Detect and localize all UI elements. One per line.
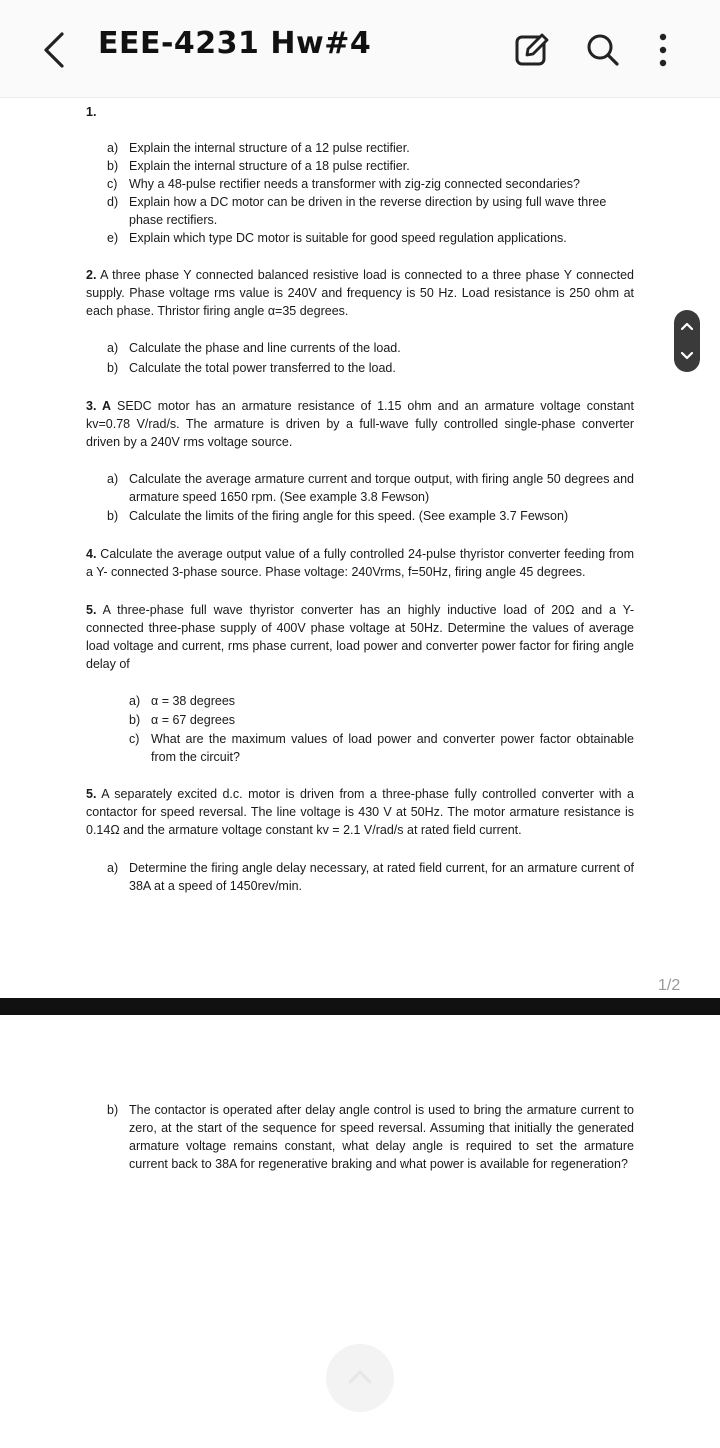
question-text: Calculate the average output value of a fully controlled 24-pulse thyristor converter feeding from a Y- connected 3-phase source. Phase voltage: 240Vrms, f=50Hz, firing angle 45 degrees. — [86, 547, 634, 579]
edit-icon — [512, 30, 552, 70]
question-number: 5. — [86, 603, 97, 617]
back-button[interactable] — [36, 28, 76, 72]
q1-item-a — [107, 139, 634, 157]
question-number: 4. — [86, 547, 97, 561]
q2-item-b — [107, 359, 634, 377]
page-nav-pill — [674, 310, 700, 372]
q6-item-b — [107, 1101, 634, 1173]
document-page — [0, 97, 720, 1448]
item-text: Explain how a DC motor can be driven in the reverse direction by using full wave three phase rectifiers. — [129, 195, 607, 227]
item-text: Why a 48-pulse rectifier needs a transformer with zig-zig connected secondaries? — [129, 177, 580, 191]
item-label: c) — [129, 732, 140, 746]
question-text: A three phase Y connected balanced resistive load is connected to a three phase Y connected supply. Phase voltage rms value is 240V and frequency is 50 Hz. Load resistance is 250 ohm at each phase. Thristor firing angle α=35 degrees. — [86, 268, 634, 318]
q3-item-b — [107, 507, 634, 525]
item-label: b) — [107, 159, 119, 173]
q5-item-a — [129, 692, 634, 710]
question-number: 5. — [86, 787, 97, 801]
q1-item-b — [107, 157, 634, 175]
item-label: b) — [129, 713, 141, 727]
item-label: d) — [107, 195, 119, 209]
q5-item-c — [129, 730, 634, 766]
item-label: a) — [107, 861, 119, 875]
chevron-left-icon — [36, 28, 76, 72]
item-label: a) — [107, 141, 119, 155]
chevron-up-icon — [674, 310, 700, 341]
q1-item-c — [107, 175, 634, 193]
search-button[interactable] — [582, 30, 622, 70]
item-label: b) — [107, 1103, 119, 1117]
q2-item-a — [107, 339, 634, 357]
question-text: A three-phase full wave thyristor converter has an highly inductive load of 20Ω and a Y-connected three-phase supply of 400V phase voltage at 50Hz. Determine the values of average load voltage and current, rms phase current, load power and converter power factor for firing angle delay of — [86, 603, 634, 671]
previous-page-button[interactable] — [674, 310, 700, 341]
chevron-up-icon — [326, 1344, 394, 1412]
item-label: a) — [107, 341, 119, 355]
chevron-down-icon — [674, 341, 700, 372]
question-text: A separately excited d.c. motor is driven from a three-phase fully controlled converter with a contactor for speed reversal. The line voltage is 430 V at 50Hz. The motor armature resistance is 0.14Ω and the armature voltage constant kv = 2.1 V/rad/s at rated field current. — [86, 787, 634, 837]
item-label: b) — [107, 509, 119, 523]
item-text: Explain the internal structure of a 12 pulse rectifier. — [129, 141, 410, 155]
next-page-button[interactable] — [674, 341, 700, 372]
question-5 — [86, 601, 634, 673]
q1-item-d — [107, 193, 607, 229]
document-title: EEE-4231 Hw#4 — [98, 26, 372, 61]
item-label: e) — [107, 231, 119, 245]
question-4 — [86, 545, 634, 581]
app-bar — [0, 0, 720, 98]
question-number: 2. — [86, 268, 97, 282]
item-label: a) — [107, 472, 119, 486]
edit-button[interactable] — [512, 30, 552, 70]
item-text: Calculate the average armature current and torque output, with firing angle 50 degrees and armature speed 1650 rpm. (See example 3.8 Fewson) — [129, 472, 634, 504]
question-6 — [86, 785, 634, 839]
item-text: α = 38 degrees — [151, 694, 236, 708]
item-text: Calculate the limits of the firing angle for this speed. (See example 3.7 Fewson) — [129, 509, 569, 523]
q5-item-b — [129, 711, 634, 729]
item-label: c) — [107, 177, 118, 191]
item-text: Explain the internal structure of a 18 pulse rectifier. — [129, 159, 410, 173]
item-label: a) — [129, 694, 141, 708]
page-indicator: 1/2 — [658, 977, 681, 994]
question-3 — [86, 397, 634, 451]
item-label: b) — [107, 361, 119, 375]
item-text: Calculate the total power transferred to the load. — [129, 361, 396, 375]
question-1-number: 1. — [86, 105, 97, 119]
question-2 — [86, 266, 634, 320]
page-break — [0, 998, 720, 1015]
q6-item-a — [107, 859, 634, 895]
item-text: What are the maximum values of load power and converter power factor obtainable from the circuit? — [151, 732, 634, 764]
search-icon — [582, 30, 622, 70]
q3-item-a — [107, 470, 634, 506]
item-text: Calculate the phase and line currents of the load. — [129, 341, 401, 355]
item-text: The contactor is operated after delay angle control is used to bring the armature current to zero, at the start of the sequence for speed reversal. Assuming that initially the generated armature voltage remains constant, what delay angle is required to set the armature current back to 38A for regenerative braking and what power is available for regeneration? — [129, 1103, 634, 1171]
question-text: SEDC motor has an armature resistance of 1.15 ohm and an armature voltage constant kv=0.78 V/rad/s. The armature is driven by a full-wave fully controlled single-phase converter driven by a 240V rms voltage source. — [86, 399, 634, 449]
more-vertical-icon — [648, 30, 678, 70]
question-number: 3. A — [86, 399, 111, 413]
q1-item-e — [107, 229, 634, 247]
scroll-to-top-button[interactable] — [326, 1344, 394, 1412]
item-text: α = 67 degrees — [151, 713, 236, 727]
item-text: Explain which type DC motor is suitable for good speed regulation applications. — [129, 231, 567, 245]
item-text: Determine the firing angle delay necessary, at rated field current, for an armature current of 38A at a speed of 1450rev/min. — [129, 861, 634, 893]
more-options-button[interactable] — [648, 30, 678, 70]
